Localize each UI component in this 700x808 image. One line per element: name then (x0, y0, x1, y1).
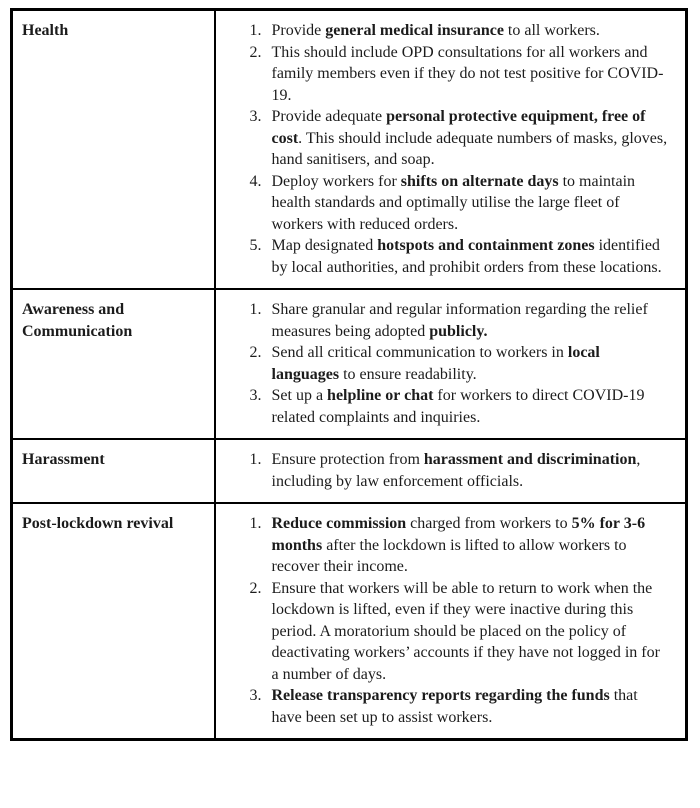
list-item (250, 299, 674, 342)
bold-text-segment: publicly. (429, 322, 488, 340)
bold-text-segment: helpline or chat (327, 387, 434, 404)
item-number: 1. (249, 301, 262, 318)
table-body (12, 10, 687, 740)
text-segment: to maintain health standards and optimally utilise the large fleet of workers with reduced orders. (271, 172, 636, 233)
text-segment: , including by law enforcement officials. (271, 451, 641, 490)
bold-text-segment: personal protective equipment, free of cost (271, 108, 646, 147)
item-number: 5. (249, 237, 262, 254)
list-item (250, 106, 674, 171)
category-label: Health (22, 22, 69, 39)
item-number: 1. (249, 22, 262, 39)
text-segment: Set up a (271, 387, 328, 404)
text-segment: to ensure readability. (339, 365, 477, 383)
list-item (250, 685, 674, 728)
text-segment: charged from workers to (406, 515, 572, 532)
item-text (272, 20, 670, 42)
text-segment: identified by local authorities, and prohibit orders from these locations. (271, 237, 662, 276)
list-item (250, 578, 674, 686)
bold-text-segment: 5% for 3-6 months (271, 515, 646, 554)
text-segment: . This should include adequate numbers of masks, gloves, hand sanitisers, and soap. (271, 129, 668, 168)
text-segment: Send all critical communication to workers in (271, 344, 568, 361)
bold-text-segment: hotspots and containment zones (377, 237, 595, 254)
text-segment: Deploy workers for (271, 172, 401, 190)
category-cell (12, 439, 215, 503)
text-segment: Ensure that workers will be able to return to work when the lockdown is lifted, even if they were inactive during this period. A moratorium should be placed on the policy of deactivating workers’ accounts if they have not logged in for a number of days. (271, 579, 660, 683)
table-row (12, 439, 687, 503)
list-item (250, 235, 674, 278)
items-cell (215, 439, 687, 503)
list-item (250, 449, 674, 492)
item-number: 2. (249, 344, 262, 361)
list-item (250, 171, 674, 236)
item-text (272, 235, 670, 278)
text-segment: that have been set up to assist workers. (271, 687, 638, 726)
item-number: 3. (249, 387, 262, 404)
category-label: Harassment (22, 451, 105, 468)
item-text (272, 106, 670, 171)
item-text (272, 42, 670, 107)
item-text (272, 299, 670, 342)
item-text (272, 449, 670, 492)
list-item (250, 20, 674, 42)
text-segment: This should include OPD consultations for all workers and family members even if they do not test positive for COVID-19. (271, 43, 664, 104)
table-row (12, 289, 687, 439)
category-cell (12, 10, 215, 290)
items-cell (215, 10, 687, 290)
category-cell (12, 289, 215, 439)
category-label: Post-lockdown revival (22, 515, 174, 532)
text-segment: to all workers. (503, 22, 600, 39)
recommendations-table (10, 8, 688, 741)
list-item (250, 385, 674, 428)
table-row (12, 10, 687, 290)
bold-text-segment: general medical insurance (325, 22, 504, 39)
item-text (272, 171, 670, 236)
item-number: 2. (249, 579, 262, 597)
table-row (12, 503, 687, 740)
bold-text-segment: local languages (271, 344, 600, 383)
item-text (272, 578, 670, 686)
bold-text-segment: shifts on alternate days (400, 172, 559, 190)
list-item (250, 513, 674, 578)
text-segment: after the lockdown is lifted to allow workers to recover their income. (271, 536, 627, 575)
bold-text-segment: Reduce commission (271, 515, 407, 532)
bold-text-segment: Release transparency reports regarding the funds (271, 687, 610, 704)
item-text (272, 513, 670, 578)
list-item (250, 42, 674, 107)
list-item (250, 342, 674, 385)
text-segment: Provide (271, 22, 326, 39)
item-number: 3. (249, 108, 262, 125)
item-number: 2. (249, 43, 262, 61)
text-segment: Share granular and regular information regarding the relief measures being adopted (271, 301, 648, 340)
text-segment: Ensure protection from (271, 451, 424, 468)
item-number: 3. (249, 687, 262, 704)
text-segment: Map designated (271, 237, 378, 254)
item-number: 1. (249, 515, 262, 532)
item-text (272, 342, 670, 385)
bold-text-segment: harassment and discrimination (423, 451, 637, 468)
item-number: 1. (249, 451, 262, 468)
category-label: Awareness and Communication (22, 301, 133, 340)
item-number: 4. (249, 172, 262, 190)
item-text (272, 385, 670, 428)
items-cell (215, 289, 687, 439)
item-text (272, 685, 670, 728)
text-segment: Provide adequate (271, 108, 387, 125)
text-segment: for workers to direct COVID-19 related complaints and inquiries. (271, 387, 645, 426)
category-cell (12, 503, 215, 740)
items-cell (215, 503, 687, 740)
